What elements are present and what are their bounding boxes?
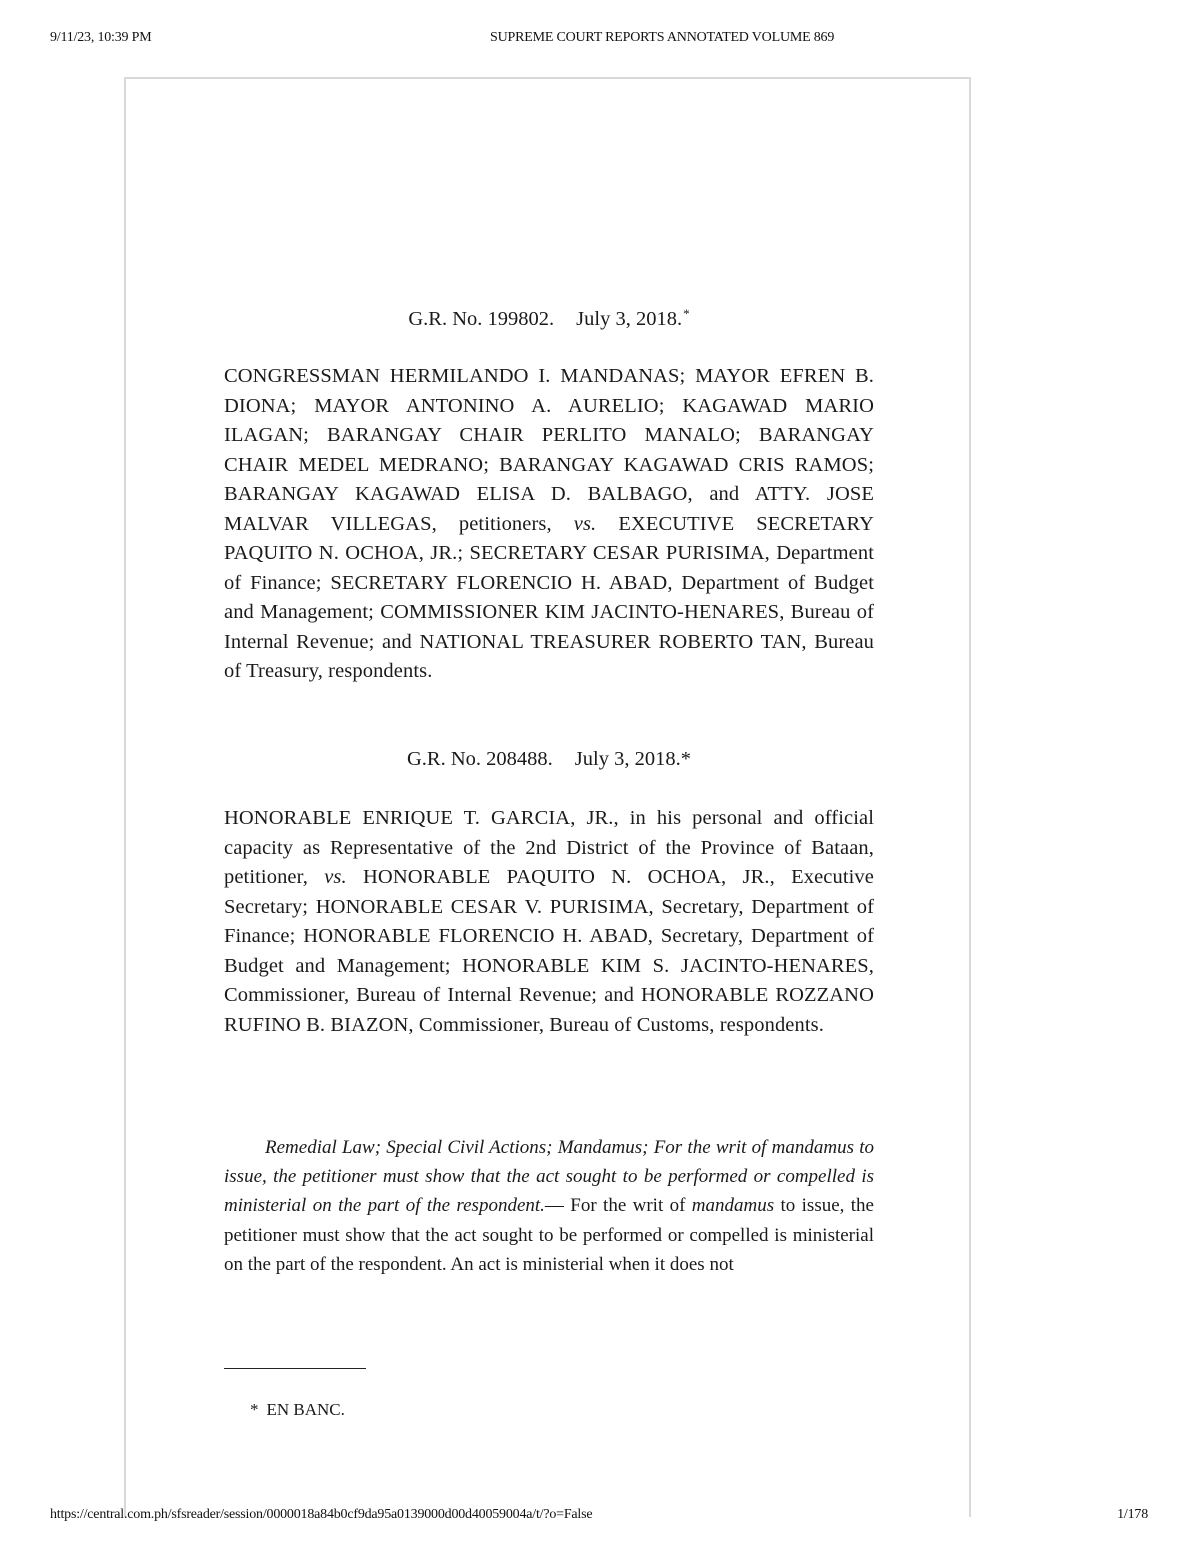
footnote-marker: * [250,1400,259,1419]
syllabus-body-start: For the writ of [563,1195,692,1217]
case1-respondents: EXECUTIVE SECRETARY PAQUITO N. OCHOA, JR.; SECRETARY CESAR PURISIMA, Department of Finance; SECRETARY FLORENCIO H. ABAD, Department of Budget and Management; COMMISSIONER KIM JACINTO-HENARES, Bureau of Internal Revenue; and NATIONAL TREASURER ROBERTO TAN, Bureau of Treasury, respondents. [224,512,874,682]
print-page-title: SUPREME COURT REPORTS ANNOTATED VOLUME 869 [490,30,835,45]
case2-versus: vs. [324,866,347,888]
syllabus-body-end: to issue, the petitioner must show that the act sought to be performed or compelled is ministerial on the part of the respondent. An act is ministerial when it does not [224,1195,874,1275]
print-url: https://central.com.ph/sfsreader/session/0000018a84b0cf9da95a0139000d00d40059004a/t/?o=False [50,1507,593,1522]
print-page-counter: 1/178 [1117,1507,1148,1522]
case2-respondents: HONORABLE PAQUITO N. OCHOA, JR., Executive Secretary; HONORABLE CESAR V. PURISIMA, Secretary, Department of Finance; HONORABLE FLORENCIO H. ABAD, Secretary, Department of Budget and Management; HONORABLE KIM S. JACINTO-HENARES, Commissioner, Bureau of Internal Revenue; and HONORABLE ROZZANO RUFINO B. BIAZON, Commissioner, Bureau of Customs, respondents. [224,866,874,1036]
footnote-divider [224,1368,366,1369]
syllabus-paragraph [224,1133,874,1279]
case1-parties [224,362,874,687]
case1-gr-number: G.R. No. 199802. [408,308,555,330]
syllabus-heading: Remedial Law; Special Civil Actions; Mandamus; For the writ of mandamus to issue, the petitioner must show that the act sought to be performed or compelled is ministerial on the part of the respondent. [224,1137,874,1217]
case2-heading [224,748,874,771]
case2-gr-number: G.R. No. 208488. [407,748,553,770]
footnote-text: EN BANC. [266,1400,345,1419]
case1-footnote-marker: * [683,306,690,321]
syllabus-body-italic: mandamus [691,1195,775,1217]
case1-heading [224,306,874,331]
case2-petitioners: HONORABLE ENRIQUE T. GARCIA, JR., in his personal and official capacity as Representative of the 2nd District of the Province of Bataan, petitioner, [224,807,874,888]
print-datetime: 9/11/23, 10:39 PM [50,30,152,45]
case2-date: July 3, 2018.* [574,748,691,770]
case1-versus: vs. [573,512,597,535]
footnote [250,1400,345,1420]
case1-date: July 3, 2018. [576,308,683,330]
document-page-frame [124,77,971,1517]
case2-parties [224,804,874,1040]
syllabus-dash: — [544,1195,564,1217]
case1-petitioners: CONGRESSMAN HERMILANDO I. MANDANAS; MAYOR EFREN B. DIONA; MAYOR ANTONINO A. AURELIO; KAGAWAD MARIO ILAGAN; BARANGAY CHAIR PERLITO MANALO; BARANGAY CHAIR MEDEL MEDRANO; BARANGAY KAGAWAD CRIS RAMOS; BARANGAY KAGAWAD ELISA D. BALBAGO, and ATTY. JOSE MALVAR VILLEGAS, petitioners, [224,365,874,535]
